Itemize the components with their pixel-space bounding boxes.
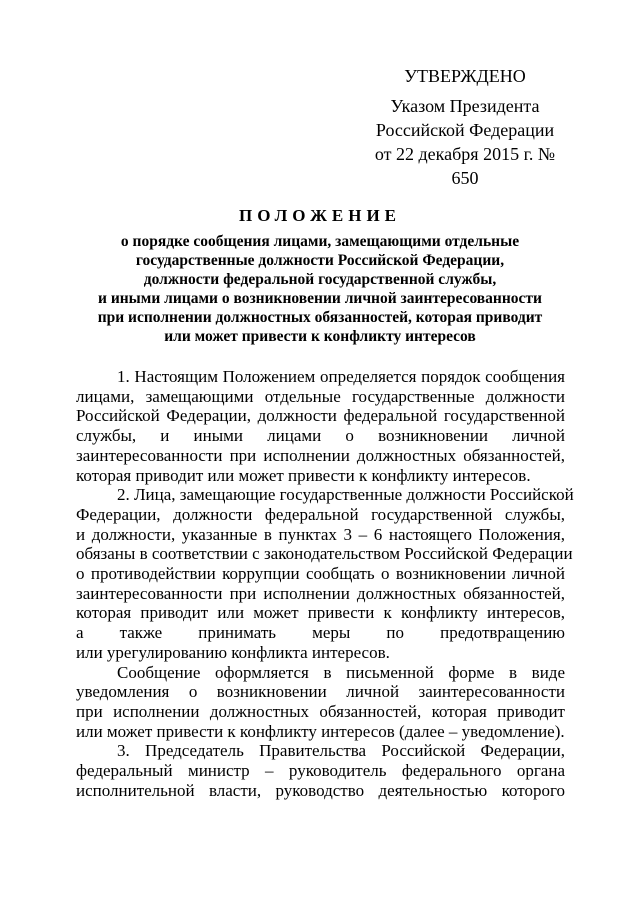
text-line: федеральный министр – руководитель федерального органа <box>76 761 565 781</box>
text-line: 2. Лица, замещающие государственные должности Российской <box>117 485 574 505</box>
document-title: ПОЛОЖЕНИЕ <box>239 206 401 225</box>
subtitle-line: или может привести к конфликту интересов <box>164 328 476 345</box>
text-line: Сообщение оформляется в письменной форме в виде <box>117 662 565 682</box>
document-body <box>76 367 574 800</box>
subtitle-line: при исполнении должностных обязанностей, которая приводит <box>97 309 543 326</box>
approval-line: от 22 декабря 2015 г. № 650 <box>374 144 556 188</box>
paragraph-1 <box>76 367 565 485</box>
text-line: при исполнении должностных обязанностей, которая приводит <box>76 701 565 721</box>
text-line: заинтересованности при исполнении должностных обязанностей, <box>76 583 565 603</box>
text-line: обязаны в соответствии с законодательством Российской Федерации <box>76 544 573 564</box>
text-line: лицами, замещающими отдельные государственные должности <box>76 386 565 406</box>
subtitle-line: и иными лицами о возникновении личной заинтересованности <box>98 290 542 307</box>
subtitle-line: государственные должности Российской Федерации, <box>135 252 505 269</box>
text-line: или может привести к конфликту интересов (далее – уведомление). <box>76 721 565 741</box>
text-line: исполнительной власти, руководство деятельностью которого <box>76 780 565 800</box>
paragraph-3 <box>76 663 565 742</box>
subtitle-line: должности федеральной государственной службы, <box>143 271 497 288</box>
text-line: Российской Федерации, должности федеральной государственной <box>76 406 565 426</box>
text-line: службы, и иными лицами о возникновении личной <box>76 426 565 446</box>
paragraph-4 <box>76 741 565 800</box>
paragraph-2 <box>76 485 574 662</box>
approval-stamp: УТВЕРЖДЕНО <box>404 66 526 86</box>
approval-line: Указом Президента <box>390 96 540 116</box>
subtitle-line: о порядке сообщения лицами, замещающими отдельные <box>120 233 520 250</box>
text-line: Федерации, должности федеральной государственной службы, <box>76 504 565 524</box>
approval-block <box>360 64 570 190</box>
text-line: заинтересованности при исполнении должностных обязанностей, <box>76 445 565 465</box>
approval-line: Российской Федерации <box>375 120 555 140</box>
text-line: которая приводит или может привести к конфликту интересов, <box>76 603 565 623</box>
text-line: или урегулированию конфликта интересов. <box>76 642 390 662</box>
text-line: и должности, указанные в пунктах 3 – 6 настоящего Положения, <box>76 524 565 544</box>
text-line: 3. Председатель Правительства Российской Федерации, <box>117 741 565 761</box>
text-line: 1. Настоящим Положением определяется порядок сообщения <box>117 367 565 386</box>
text-line: о противодействии коррупции сообщать о возникновении личной <box>76 564 565 584</box>
document-subtitle <box>70 232 570 346</box>
text-line: а также принимать меры по предотвращению <box>76 623 565 643</box>
text-line: которая приводит или может привести к конфликту интересов. <box>76 465 531 485</box>
text-line: уведомления о возникновении личной заинтересованности <box>76 682 565 702</box>
